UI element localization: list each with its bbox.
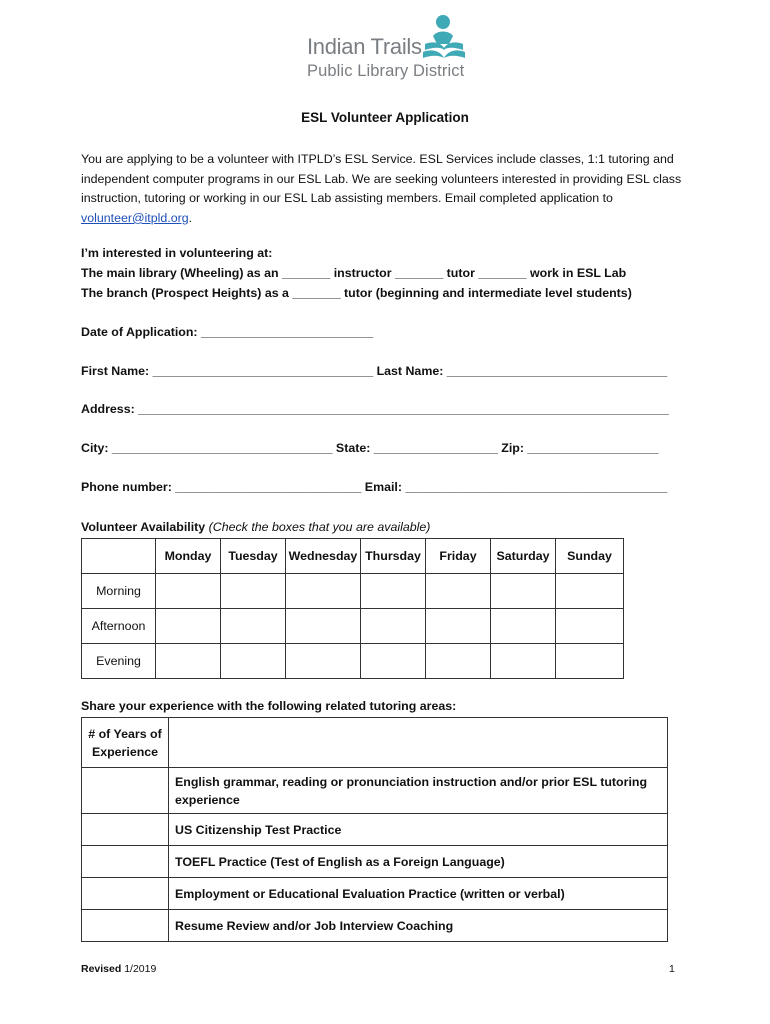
day-tuesday: Tuesday (221, 539, 286, 574)
availability-heading-bold: Volunteer Availability (81, 520, 206, 534)
experience-header-row (82, 718, 668, 768)
availability-row-afternoon (82, 609, 624, 644)
checkbox-cell[interactable] (491, 644, 556, 679)
availability-row-evening (82, 644, 624, 679)
experience-row (82, 814, 668, 846)
library-logo (307, 14, 477, 84)
checkbox-cell[interactable] (156, 644, 221, 679)
checkbox-cell[interactable] (221, 644, 286, 679)
experience-row (82, 846, 668, 878)
experience-row (82, 768, 668, 814)
checkbox-cell[interactable] (361, 644, 426, 679)
page-number: 1 (669, 963, 675, 975)
corner-cell (82, 539, 156, 574)
slot-evening: Evening (82, 644, 156, 679)
day-monday: Monday (156, 539, 221, 574)
checkbox-cell[interactable] (221, 574, 286, 609)
years-header: # of Years of Experience (82, 718, 169, 768)
reader-book-icon (419, 14, 481, 66)
name-fields[interactable]: First Name: ________________________________ Last Name: ________________________________ (81, 364, 668, 378)
checkbox-cell[interactable] (286, 609, 361, 644)
checkbox-cell[interactable] (426, 644, 491, 679)
area-label: Resume Review and/or Job Interview Coaching (169, 910, 668, 942)
revised-date: 1/2019 (124, 963, 157, 975)
checkbox-cell[interactable] (426, 609, 491, 644)
experience-row (82, 910, 668, 942)
interest-heading: I’m interested in volunteering at: (81, 246, 273, 260)
page-title: ESL Volunteer Application (301, 110, 469, 125)
revised-label: Revised (81, 963, 122, 975)
intro-end: . (188, 210, 193, 225)
checkbox-cell[interactable] (491, 574, 556, 609)
logo-line-1: Indian Trails (307, 34, 422, 59)
phone-email-fields[interactable]: Phone number: ___________________________ Email: ______________________________________ (81, 480, 668, 494)
checkbox-cell[interactable] (156, 609, 221, 644)
checkbox-cell[interactable] (556, 609, 624, 644)
years-input-cell[interactable] (82, 878, 169, 910)
experience-table (81, 717, 668, 942)
availability-table (81, 538, 624, 679)
checkbox-cell[interactable] (556, 574, 624, 609)
main-library-line[interactable]: The main library (Wheeling) as an _______ instructor _______ tutor _______ work in ESL Lab (81, 266, 627, 280)
day-sunday: Sunday (556, 539, 624, 574)
availability-heading (81, 520, 430, 534)
address-field[interactable]: Address: _____________________________________________________________________________ (81, 402, 669, 416)
day-thursday: Thursday (361, 539, 426, 574)
checkbox-cell[interactable] (156, 574, 221, 609)
city-state-zip-fields[interactable]: City: ________________________________ State: __________________ Zip: ___________________ (81, 441, 659, 455)
area-label: US Citizenship Test Practice (169, 814, 668, 846)
checkbox-cell[interactable] (221, 609, 286, 644)
branch-library-line[interactable]: The branch (Prospect Heights) as a _______ tutor (beginning and intermediate level students) (81, 286, 632, 300)
years-input-cell[interactable] (82, 846, 169, 878)
area-label: Employment or Educational Evaluation Practice (written or verbal) (169, 878, 668, 910)
slot-morning: Morning (82, 574, 156, 609)
availability-row-morning (82, 574, 624, 609)
date-of-application-field[interactable]: Date of Application: _________________________ (81, 325, 374, 339)
intro-paragraph (81, 150, 691, 228)
checkbox-cell[interactable] (286, 574, 361, 609)
intro-text: You are applying to be a volunteer with ITPLD’s ESL Service. ESL Services include classes, 1:1 tutoring and independent computer programs in our ESL Lab. We are seeking volunteers interested in providing ESL class instruction, tutoring or working in our ESL Lab assisting members. Email completed application to (81, 152, 682, 206)
revision-note (81, 963, 156, 975)
years-input-cell[interactable] (82, 910, 169, 942)
area-label: TOEFL Practice (Test of English as a Foreign Language) (169, 846, 668, 878)
day-wednesday: Wednesday (286, 539, 361, 574)
area-header-blank (169, 718, 668, 768)
years-input-cell[interactable] (82, 814, 169, 846)
day-saturday: Saturday (491, 539, 556, 574)
availability-header-row (82, 539, 624, 574)
checkbox-cell[interactable] (361, 574, 426, 609)
availability-heading-note: (Check the boxes that you are available) (208, 520, 431, 534)
email-link[interactable]: volunteer@itpld.org (81, 210, 189, 225)
logo-line-2: Public Library District (307, 62, 465, 80)
area-label: English grammar, reading or pronunciation instruction and/or prior ESL tutoring experience (169, 768, 668, 814)
experience-row (82, 878, 668, 910)
checkbox-cell[interactable] (286, 644, 361, 679)
slot-afternoon: Afternoon (82, 609, 156, 644)
checkbox-cell[interactable] (556, 644, 624, 679)
day-friday: Friday (426, 539, 491, 574)
checkbox-cell[interactable] (361, 609, 426, 644)
years-input-cell[interactable] (82, 768, 169, 814)
checkbox-cell[interactable] (426, 574, 491, 609)
experience-heading: Share your experience with the following related tutoring areas: (81, 699, 457, 713)
checkbox-cell[interactable] (491, 609, 556, 644)
